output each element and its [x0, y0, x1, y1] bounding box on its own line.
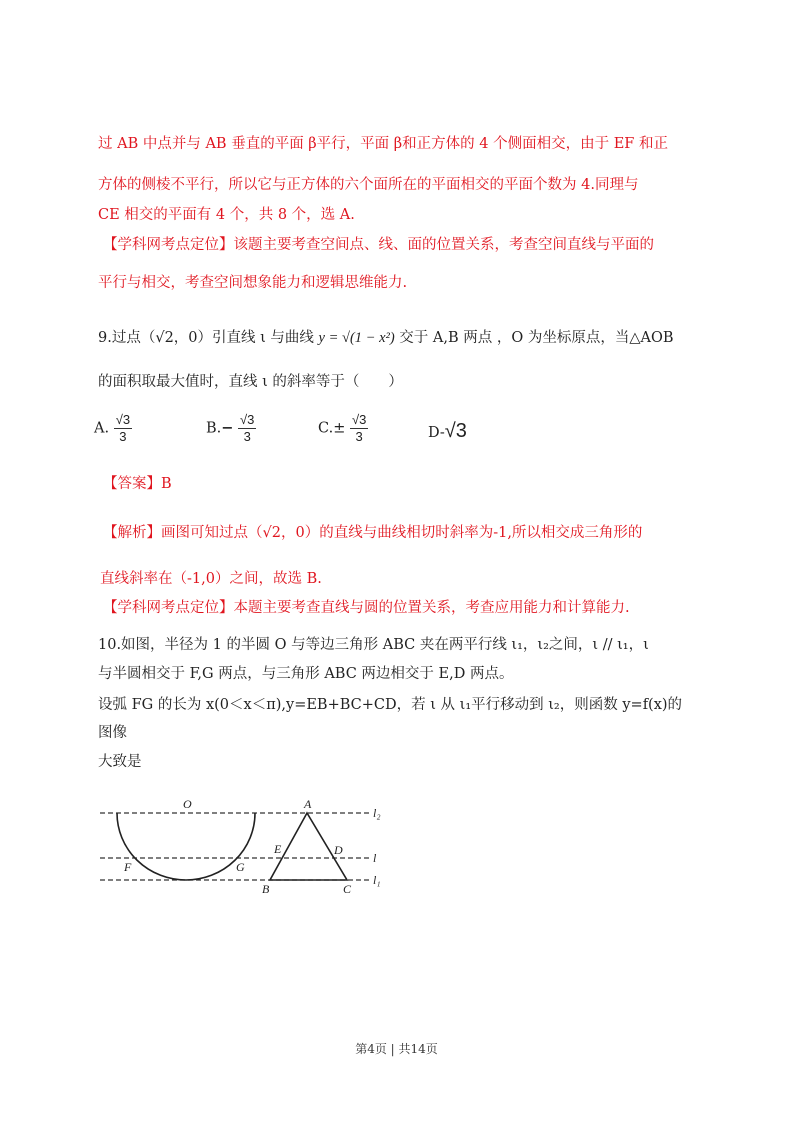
analysis: 【解析】画图可知过点（√2，0）的直线与曲线相切时斜率为-1,所以相交成三角形的	[103, 525, 643, 541]
q9-curve-formula: y = √(1 − x²)	[318, 330, 395, 346]
question-10-stem: 10.如图，半径为 1 的半圆 O 与等边三角形 ABC 夹在两平行线 ι₁，ι₂之间，ι // ι₁，ι	[98, 637, 649, 653]
option-sign: −	[221, 419, 234, 437]
label-f: F	[124, 860, 132, 874]
label-e: E	[274, 842, 282, 856]
solution-text: 方体的侧棱不平行，所以它与正方体的六个面所在的平面相交的平面个数为 4.同理与	[98, 177, 639, 193]
label-l1: l₁	[373, 873, 381, 887]
page-footer: 第4页 | 共14页	[355, 1042, 438, 1056]
option-label: A.	[94, 420, 110, 437]
label-g: G	[236, 860, 245, 874]
solution-text: 过 AB 中点并与 AB 垂直的平面 β平行，平面 β和正方体的 4 个侧面相交，由于 EF 和正	[98, 136, 668, 152]
semicircle	[117, 813, 255, 880]
question-10-stem: 大致是	[98, 754, 142, 770]
label-d: D	[334, 843, 343, 857]
denominator: 3	[119, 429, 127, 444]
question-10-stem: 设弧 FG 的长为 x(0＜x＜π),y=EB+BC+CD，若 ι 从 ι₁平行移动到 ι₂，则函数 y=f(x)的	[98, 697, 683, 713]
analysis: 直线斜率在（-1,0）之间，故选 B.	[100, 571, 322, 587]
q9-text: 交于 A,B 两点 ，O 为坐标原点，当△AOB	[394, 330, 674, 346]
label-l2: l₂	[373, 806, 381, 820]
label-c: C	[343, 882, 352, 896]
denominator: 3	[355, 429, 363, 444]
question-10-stem: 与半圆相交于 F,G 两点，与三角形 ABC 两边相交于 E,D 两点。	[98, 666, 514, 682]
numerator: √3	[351, 412, 367, 427]
option-label: B.	[206, 420, 222, 437]
option-value: √3	[444, 420, 467, 442]
knowledge-point: 平行与相交，考查空间想象能力和逻辑思维能力.	[98, 275, 408, 291]
option-label: C.	[318, 420, 334, 437]
q9-text: 9.过点（√2，0）引直线 ι 与曲线	[98, 330, 319, 346]
denominator: 3	[243, 429, 251, 444]
option-sign: ±	[333, 420, 346, 437]
numerator: √3	[240, 412, 255, 427]
label-a: A	[304, 797, 312, 811]
solution-text: CE 相交的平面有 4 个，共 8 个，选 A.	[98, 207, 355, 223]
numerator: √3	[115, 412, 131, 427]
knowledge-point: 【学科网考点定位】本题主要考查直线与圆的位置关系，考查应用能力和计算能力.	[103, 600, 630, 616]
answer: 【答案】B	[103, 476, 172, 492]
label-b: B	[262, 882, 270, 896]
option-label: D-	[428, 425, 445, 441]
question-10-stem: 图像	[98, 725, 127, 741]
question-9-stem: 的面积取最大值时，直线 ι 的斜率等于（ ）	[98, 374, 403, 390]
knowledge-point: 【学科网考点定位】该题主要考查空间点、线、面的位置关系，考查空间直线与平面的	[103, 237, 654, 253]
label-o: O	[183, 797, 192, 811]
label-l: l	[373, 851, 377, 865]
